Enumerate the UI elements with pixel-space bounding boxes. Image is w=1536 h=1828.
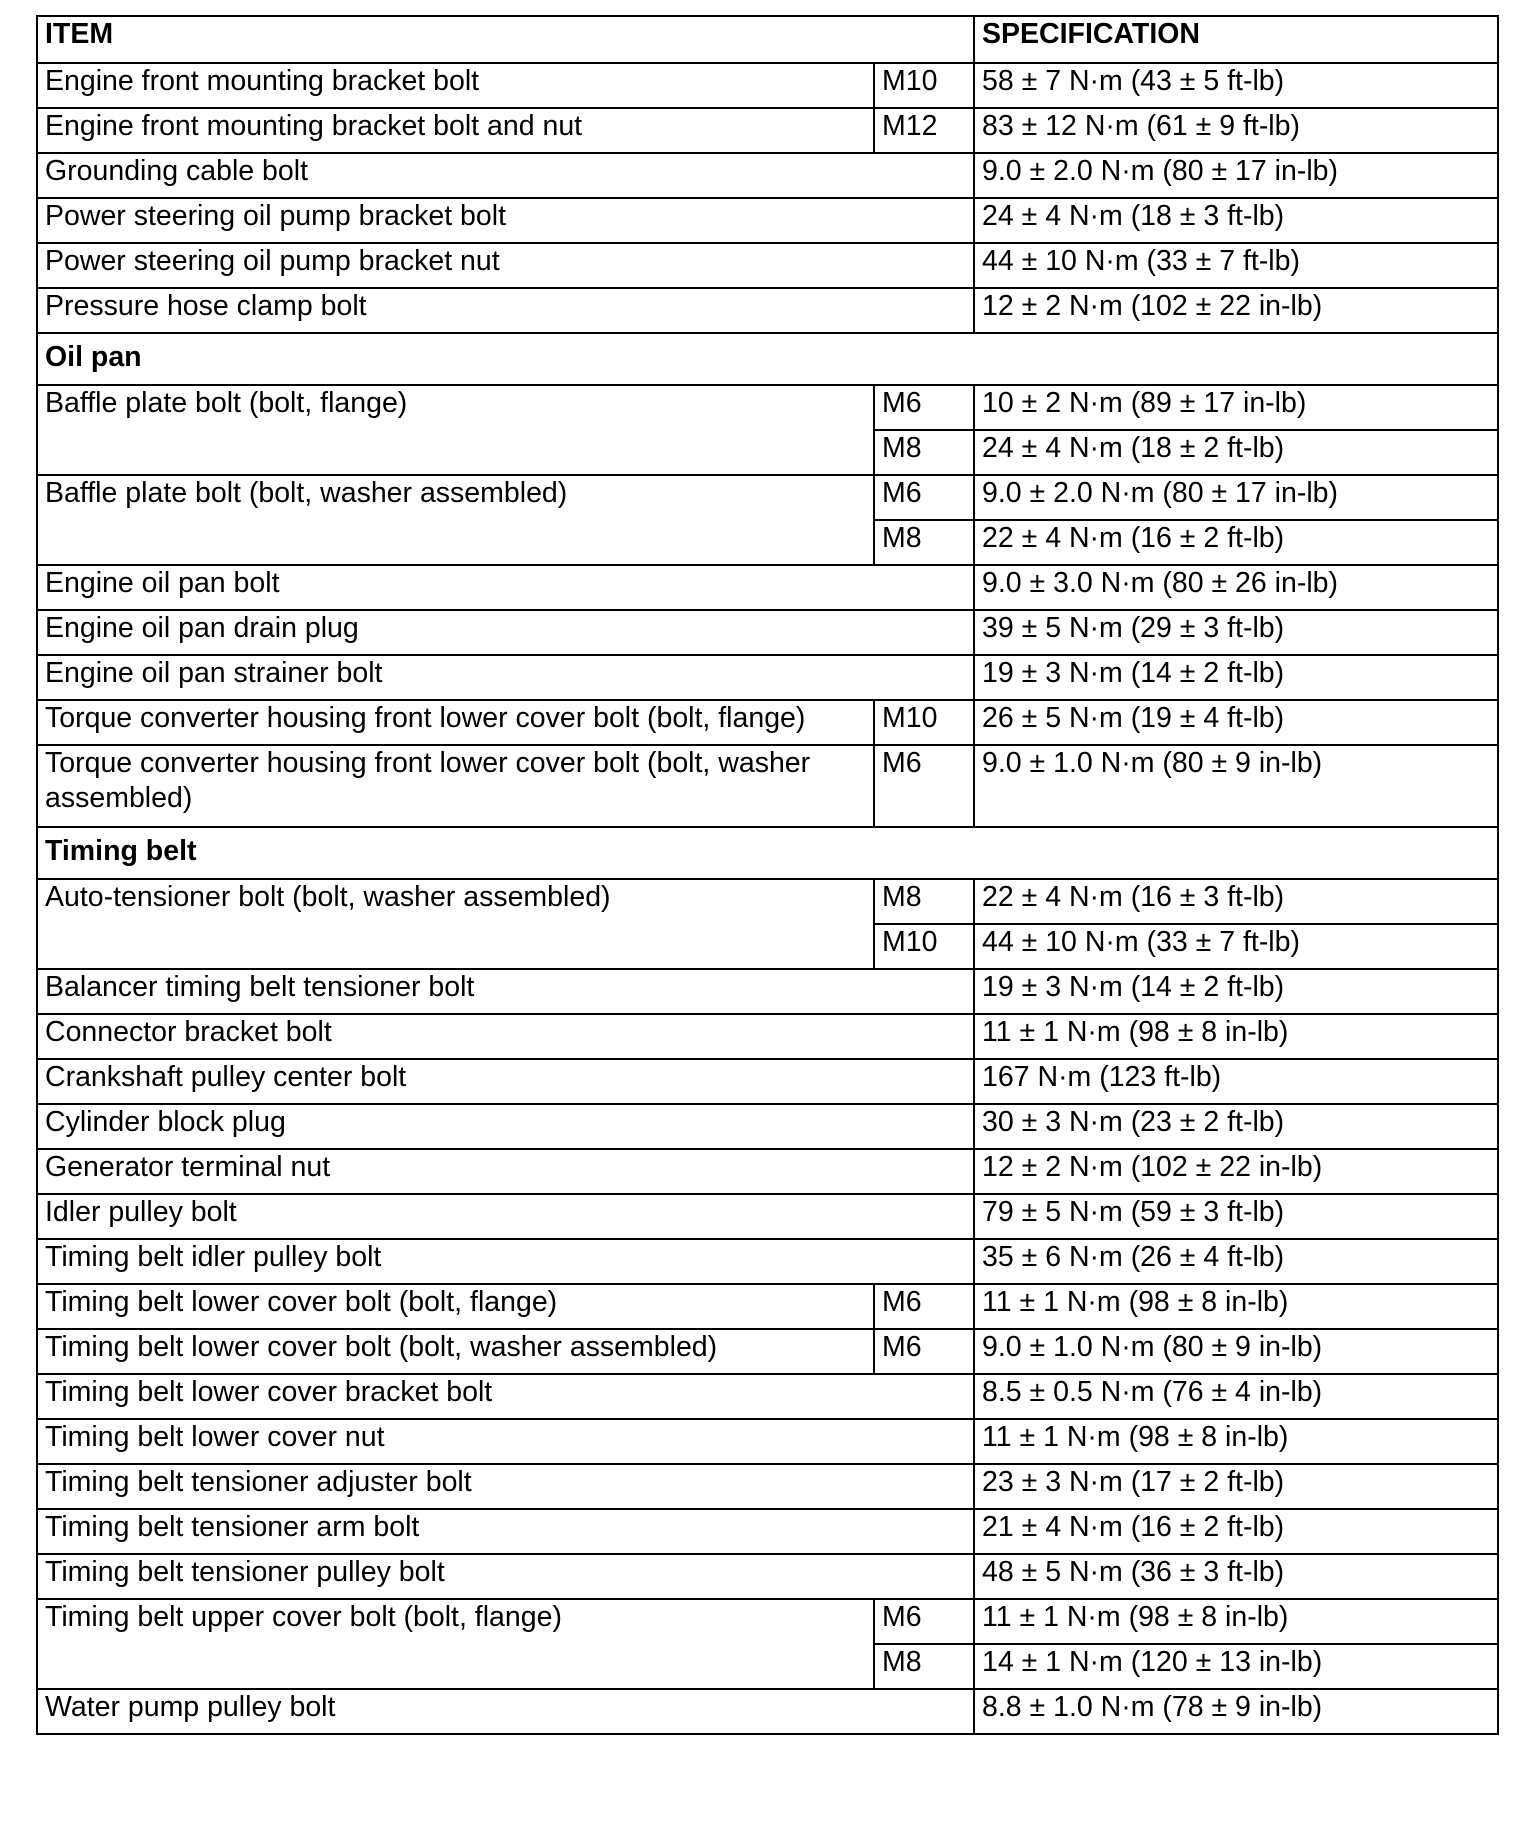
torque-spec: 12 ± 2 N·m (102 ± 22 in-lb) bbox=[974, 1149, 1498, 1194]
table-row bbox=[37, 1014, 1498, 1059]
torque-spec: 10 ± 2 N·m (89 ± 17 in-lb) bbox=[974, 385, 1498, 430]
bolt-size: M8 bbox=[874, 879, 974, 924]
torque-spec: 9.0 ± 2.0 N·m (80 ± 17 in-lb) bbox=[974, 153, 1498, 198]
table-row bbox=[37, 108, 1498, 153]
table-row bbox=[37, 655, 1498, 700]
torque-spec: 9.0 ± 3.0 N·m (80 ± 26 in-lb) bbox=[974, 565, 1498, 610]
torque-spec: 30 ± 3 N·m (23 ± 2 ft-lb) bbox=[974, 1104, 1498, 1149]
bolt-size: M6 bbox=[874, 1284, 974, 1329]
torque-spec: 24 ± 4 N·m (18 ± 2 ft-lb) bbox=[974, 430, 1498, 475]
table-row bbox=[37, 63, 1498, 108]
torque-spec: 12 ± 2 N·m (102 ± 22 in-lb) bbox=[974, 288, 1498, 333]
torque-spec: 11 ± 1 N·m (98 ± 8 in-lb) bbox=[974, 1599, 1498, 1644]
item-name: Crankshaft pulley center bolt bbox=[37, 1059, 974, 1104]
table-row bbox=[37, 1509, 1498, 1554]
table-row bbox=[37, 475, 1498, 520]
table-row bbox=[37, 700, 1498, 745]
item-name: Timing belt lower cover bracket bolt bbox=[37, 1374, 974, 1419]
item-name: Timing belt upper cover bolt (bolt, flange) bbox=[37, 1599, 874, 1689]
table-row bbox=[37, 1239, 1498, 1284]
item-name: Generator terminal nut bbox=[37, 1149, 974, 1194]
item-name: Baffle plate bolt (bolt, washer assembled) bbox=[37, 475, 874, 565]
bolt-size: M10 bbox=[874, 924, 974, 969]
item-name: Balancer timing belt tensioner bolt bbox=[37, 969, 974, 1014]
section-row bbox=[37, 333, 1498, 385]
torque-spec: 23 ± 3 N·m (17 ± 2 ft-lb) bbox=[974, 1464, 1498, 1509]
table-row bbox=[37, 1194, 1498, 1239]
item-name: Timing belt lower cover bolt (bolt, flange) bbox=[37, 1284, 874, 1329]
torque-spec: 11 ± 1 N·m (98 ± 8 in-lb) bbox=[974, 1419, 1498, 1464]
item-name: Engine front mounting bracket bolt bbox=[37, 63, 874, 108]
torque-spec: 9.0 ± 2.0 N·m (80 ± 17 in-lb) bbox=[974, 475, 1498, 520]
bolt-size: M8 bbox=[874, 520, 974, 565]
item-name: Timing belt tensioner pulley bolt bbox=[37, 1554, 974, 1599]
item-name: Torque converter housing front lower cover bolt (bolt, flange) bbox=[37, 700, 874, 745]
torque-spec: 8.8 ± 1.0 N·m (78 ± 9 in-lb) bbox=[974, 1689, 1498, 1734]
item-name: Timing belt idler pulley bolt bbox=[37, 1239, 974, 1284]
specification-column-header: SPECIFICATION bbox=[974, 16, 1498, 63]
torque-spec: 24 ± 4 N·m (18 ± 3 ft-lb) bbox=[974, 198, 1498, 243]
item-name: Engine front mounting bracket bolt and nut bbox=[37, 108, 874, 153]
table-row bbox=[37, 610, 1498, 655]
bolt-size: M8 bbox=[874, 430, 974, 475]
table-row bbox=[37, 1464, 1498, 1509]
torque-spec: 48 ± 5 N·m (36 ± 3 ft-lb) bbox=[974, 1554, 1498, 1599]
torque-spec: 35 ± 6 N·m (26 ± 4 ft-lb) bbox=[974, 1239, 1498, 1284]
torque-spec: 9.0 ± 1.0 N·m (80 ± 9 in-lb) bbox=[974, 1329, 1498, 1374]
torque-spec: 44 ± 10 N·m (33 ± 7 ft-lb) bbox=[974, 924, 1498, 969]
torque-spec: 22 ± 4 N·m (16 ± 2 ft-lb) bbox=[974, 520, 1498, 565]
bolt-size: M6 bbox=[874, 475, 974, 520]
torque-spec: 167 N·m (123 ft-lb) bbox=[974, 1059, 1498, 1104]
item-column-header: ITEM bbox=[37, 16, 974, 63]
item-name: Auto-tensioner bolt (bolt, washer assembled) bbox=[37, 879, 874, 969]
torque-spec: 14 ± 1 N·m (120 ± 13 in-lb) bbox=[974, 1644, 1498, 1689]
item-name: Timing belt tensioner arm bolt bbox=[37, 1509, 974, 1554]
table-row bbox=[37, 288, 1498, 333]
bolt-size: M8 bbox=[874, 1644, 974, 1689]
table-row bbox=[37, 745, 1498, 827]
table-row bbox=[37, 243, 1498, 288]
torque-spec: 26 ± 5 N·m (19 ± 4 ft-lb) bbox=[974, 700, 1498, 745]
item-name: Torque converter housing front lower cover bolt (bolt, washer assembled) bbox=[37, 745, 874, 827]
bolt-size: M6 bbox=[874, 385, 974, 430]
item-name: Baffle plate bolt (bolt, flange) bbox=[37, 385, 874, 475]
table-row bbox=[37, 198, 1498, 243]
torque-spec: 39 ± 5 N·m (29 ± 3 ft-lb) bbox=[974, 610, 1498, 655]
table-row bbox=[37, 1374, 1498, 1419]
item-name: Pressure hose clamp bolt bbox=[37, 288, 974, 333]
table-row bbox=[37, 969, 1498, 1014]
bolt-size: M6 bbox=[874, 1599, 974, 1644]
bolt-size: M10 bbox=[874, 63, 974, 108]
item-name: Timing belt lower cover nut bbox=[37, 1419, 974, 1464]
table-row bbox=[37, 385, 1498, 430]
bolt-size: M10 bbox=[874, 700, 974, 745]
torque-spec-table bbox=[36, 15, 1499, 1735]
torque-spec: 9.0 ± 1.0 N·m (80 ± 9 in-lb) bbox=[974, 745, 1498, 827]
table-row bbox=[37, 1149, 1498, 1194]
table-row bbox=[37, 1284, 1498, 1329]
section-title: Oil pan bbox=[37, 333, 1498, 385]
item-name: Cylinder block plug bbox=[37, 1104, 974, 1149]
item-name: Engine oil pan bolt bbox=[37, 565, 974, 610]
item-name: Timing belt tensioner adjuster bolt bbox=[37, 1464, 974, 1509]
bolt-size: M6 bbox=[874, 745, 974, 827]
section-title: Timing belt bbox=[37, 827, 1498, 879]
table-row bbox=[37, 879, 1498, 924]
torque-spec: 19 ± 3 N·m (14 ± 2 ft-lb) bbox=[974, 969, 1498, 1014]
table-row bbox=[37, 1419, 1498, 1464]
item-name: Engine oil pan drain plug bbox=[37, 610, 974, 655]
item-name: Power steering oil pump bracket bolt bbox=[37, 198, 974, 243]
item-name: Timing belt lower cover bolt (bolt, washer assembled) bbox=[37, 1329, 874, 1374]
torque-spec: 58 ± 7 N·m (43 ± 5 ft-lb) bbox=[974, 63, 1498, 108]
torque-spec: 83 ± 12 N·m (61 ± 9 ft-lb) bbox=[974, 108, 1498, 153]
torque-spec: 22 ± 4 N·m (16 ± 3 ft-lb) bbox=[974, 879, 1498, 924]
item-name: Connector bracket bolt bbox=[37, 1014, 974, 1059]
torque-spec: 11 ± 1 N·m (98 ± 8 in-lb) bbox=[974, 1014, 1498, 1059]
item-name: Idler pulley bolt bbox=[37, 1194, 974, 1239]
item-name: Power steering oil pump bracket nut bbox=[37, 243, 974, 288]
table-row bbox=[37, 1689, 1498, 1734]
header-row bbox=[37, 16, 1498, 63]
torque-spec: 11 ± 1 N·m (98 ± 8 in-lb) bbox=[974, 1284, 1498, 1329]
torque-spec: 19 ± 3 N·m (14 ± 2 ft-lb) bbox=[974, 655, 1498, 700]
spec-table-body bbox=[37, 16, 1498, 1734]
torque-spec: 79 ± 5 N·m (59 ± 3 ft-lb) bbox=[974, 1194, 1498, 1239]
table-row bbox=[37, 1554, 1498, 1599]
table-row bbox=[37, 1599, 1498, 1644]
torque-spec: 21 ± 4 N·m (16 ± 2 ft-lb) bbox=[974, 1509, 1498, 1554]
torque-spec: 44 ± 10 N·m (33 ± 7 ft-lb) bbox=[974, 243, 1498, 288]
bolt-size: M12 bbox=[874, 108, 974, 153]
table-row bbox=[37, 153, 1498, 198]
item-name: Engine oil pan strainer bolt bbox=[37, 655, 974, 700]
table-row bbox=[37, 565, 1498, 610]
item-name: Water pump pulley bolt bbox=[37, 1689, 974, 1734]
bolt-size: M6 bbox=[874, 1329, 974, 1374]
section-row bbox=[37, 827, 1498, 879]
item-name: Grounding cable bolt bbox=[37, 153, 974, 198]
torque-spec: 8.5 ± 0.5 N·m (76 ± 4 in-lb) bbox=[974, 1374, 1498, 1419]
table-row bbox=[37, 1104, 1498, 1149]
table-row bbox=[37, 1329, 1498, 1374]
table-row bbox=[37, 1059, 1498, 1104]
